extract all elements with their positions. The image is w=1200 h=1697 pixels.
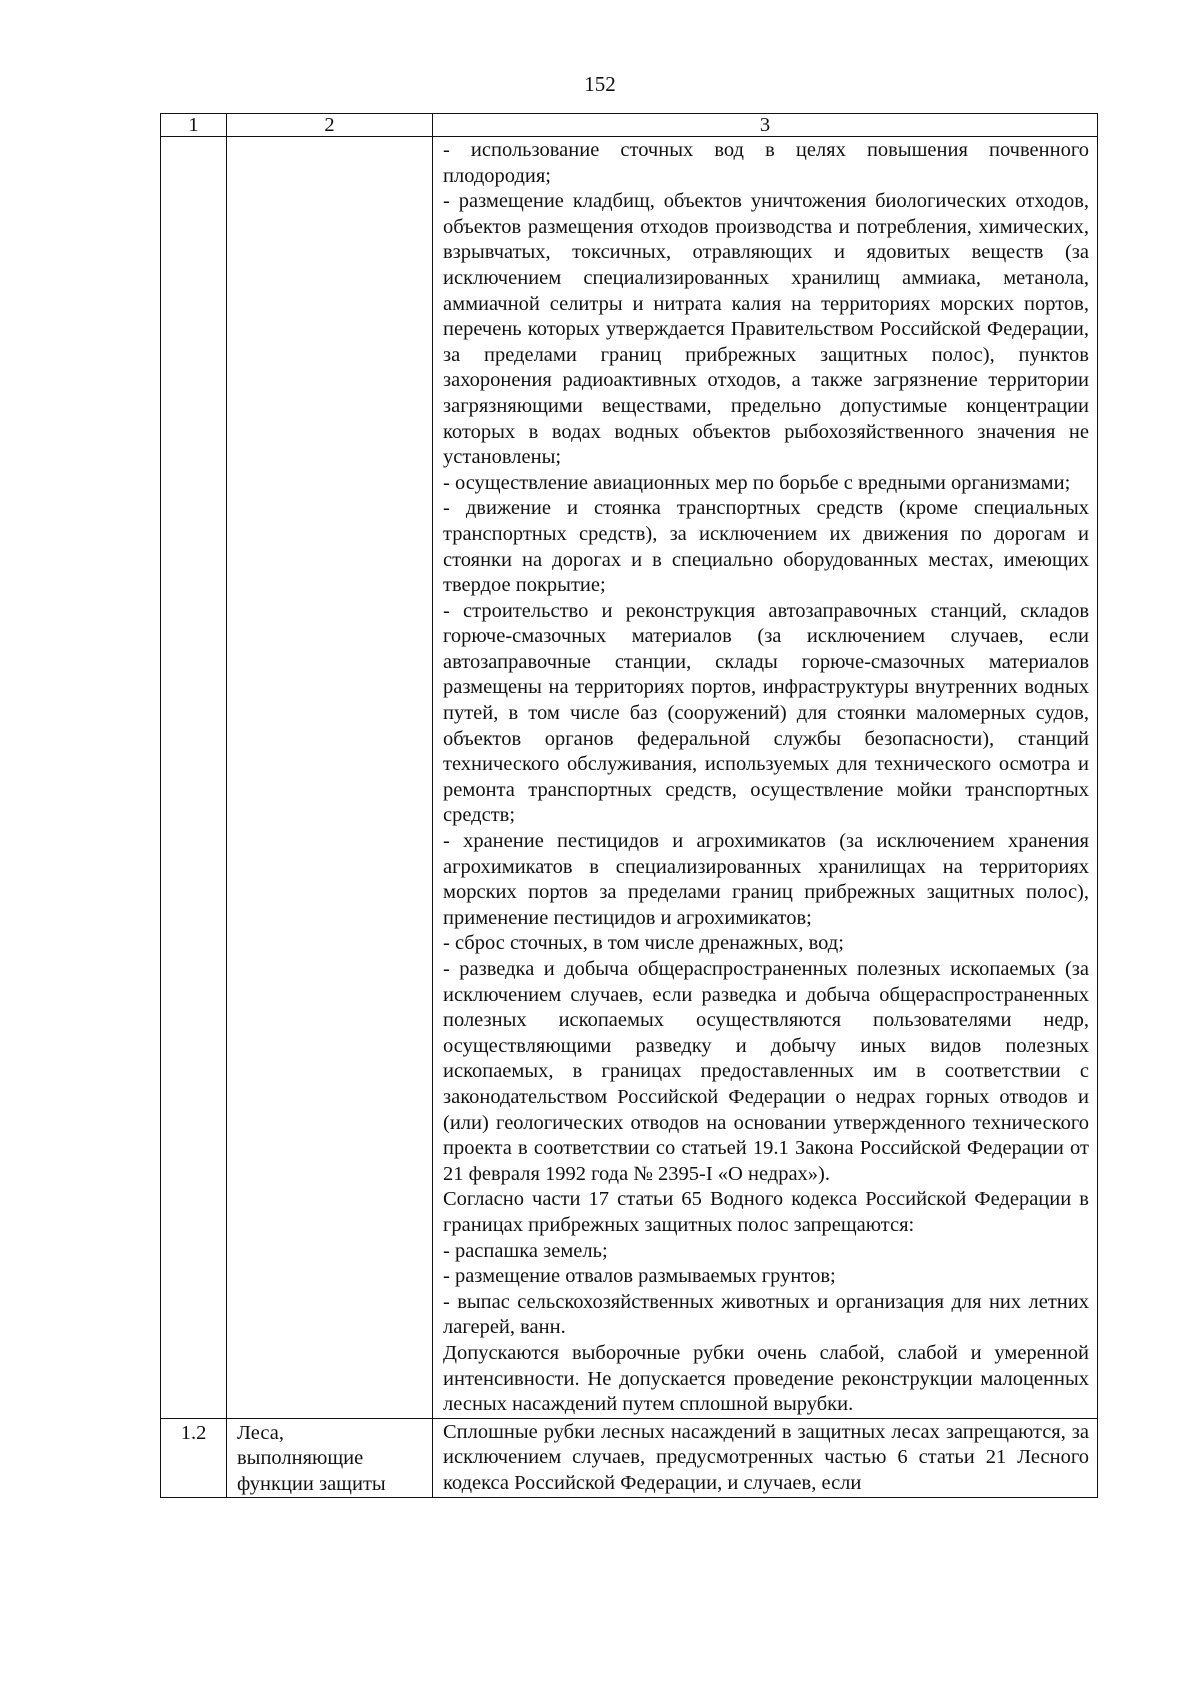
paragraph: - размещение кладбищ, объектов уничтожения биологических отходов, объектов размещения отходов производства и потребления, химических, взрывчатых, токсичных, отравляющих и ядовитых веществ (за исключением специализированных хранилищ аммиака, метанола, аммиачной селитры и нитрата калия на территориях морских портов, перечень которых утверждается Правительством Российской Федерации, за пределами границ прибрежных защитных полос), пунктов захоронения радиоактивных отходов, а также загрязнение территории загрязняющими веществами, предельно допустимые концентрации которых в водах водных объектов рыбохозяйственного значения не установлены;: [443, 190, 1089, 469]
row-number-cell: 1.2: [161, 1418, 227, 1498]
table-row: [161, 1418, 1098, 1498]
header-col-1: 1: [161, 114, 227, 137]
paragraph: - строительство и реконструкция автозаправочных станций, складов горюче-смазочных материалов (за исключением случаев, если автозаправочные станции, склады горюче-смазочных материалов размещены на территориях портов, инфраструктуры внутренних водных путей, в том числе баз (сооружений) для стоянки маломерных судов, объектов органов федеральной службы безопасности), станций технического обслуживания, используемых для технического осмотра и ремонта транспортных средств, осуществление мойки транспортных средств;: [443, 599, 1089, 827]
paragraph: - распашка земель;: [443, 1239, 608, 1262]
paragraph: - выпас сельскохозяйственных животных и организация для них летних лагерей, ванн.: [443, 1290, 1089, 1339]
regulation-table: [160, 113, 1098, 1498]
page-number: 152: [584, 72, 616, 96]
paragraph: Сплошные рубки лесных насаждений в защитных лесах запрещаются, за исключением случаев, предусмотренных частью 6 статьи 21 Лесного кодекса Российской Федерации, и случаев, если: [443, 1420, 1089, 1494]
row-number-cell: [161, 137, 227, 1419]
row-text-cell: [433, 1418, 1098, 1498]
paragraph: Допускаются выборочные рубки очень слабой, слабой и умеренной интенсивности. Не допускается проведение реконструкции малоценных лесных насаждений путем сплошной вырубки.: [443, 1341, 1089, 1416]
row-name-cell: [227, 1418, 433, 1498]
table-header-row: [161, 114, 1098, 137]
paragraph: - использование сточных вод в целях повышения почвенного плодородия;: [443, 139, 1089, 187]
paragraph: - осуществление авиационных мер по борьбе с вредными организмами;: [443, 471, 1071, 494]
paragraph: - размещение отвалов размываемых грунтов;: [443, 1265, 836, 1288]
paragraph: Согласно части 17 статьи 65 Водного кодекса Российской Федерации в границах прибрежных защитных полос запрещаются:: [443, 1188, 1089, 1236]
header-col-3: 3: [433, 114, 1098, 137]
paragraph: - сброс сточных, в том числе дренажных, вод;: [443, 932, 844, 955]
row-name-cell: [227, 137, 433, 1419]
paragraph: - разведка и добыча общераспространенных полезных ископаемых (за исключением случаев, если разведка и добыча общераспространенных полезных ископаемых осуществляются пользователями недр, осуществляющими разведку и добычу иных видов полезных ископаемых, в границах предоставленных им в соответствии с законодательством Российской Федерации о недрах горных отводов и (или) геологических отводов на основании утвержденного технического проекта в соответствии со статьей 19.1 Закона Российской Федерации от 21 февраля 1992 года № 2395-I «О недрах»).: [443, 958, 1089, 1185]
header-col-2: 2: [227, 114, 433, 137]
paragraph: - движение и стоянка транспортных средств (кроме специальных транспортных средств), за исключением их движения по дорогам и стоянки на дорогах и в специально оборудованных местах, имеющих твердое покрытие;: [443, 497, 1089, 597]
paragraph: - хранение пестицидов и агрохимикатов (за исключением хранения агрохимикатов в специализированных хранилищах на территориях морских портов за пределами границ прибрежных защитных полос), применение пестицидов и агрохимикатов;: [443, 830, 1089, 929]
row-name-line: выполняющие: [237, 1447, 364, 1470]
row-name-line: функции защиты: [237, 1472, 386, 1495]
row-name-line: Леса,: [237, 1421, 284, 1444]
row-text-cell: [433, 137, 1098, 1419]
table-row: [161, 137, 1098, 1419]
